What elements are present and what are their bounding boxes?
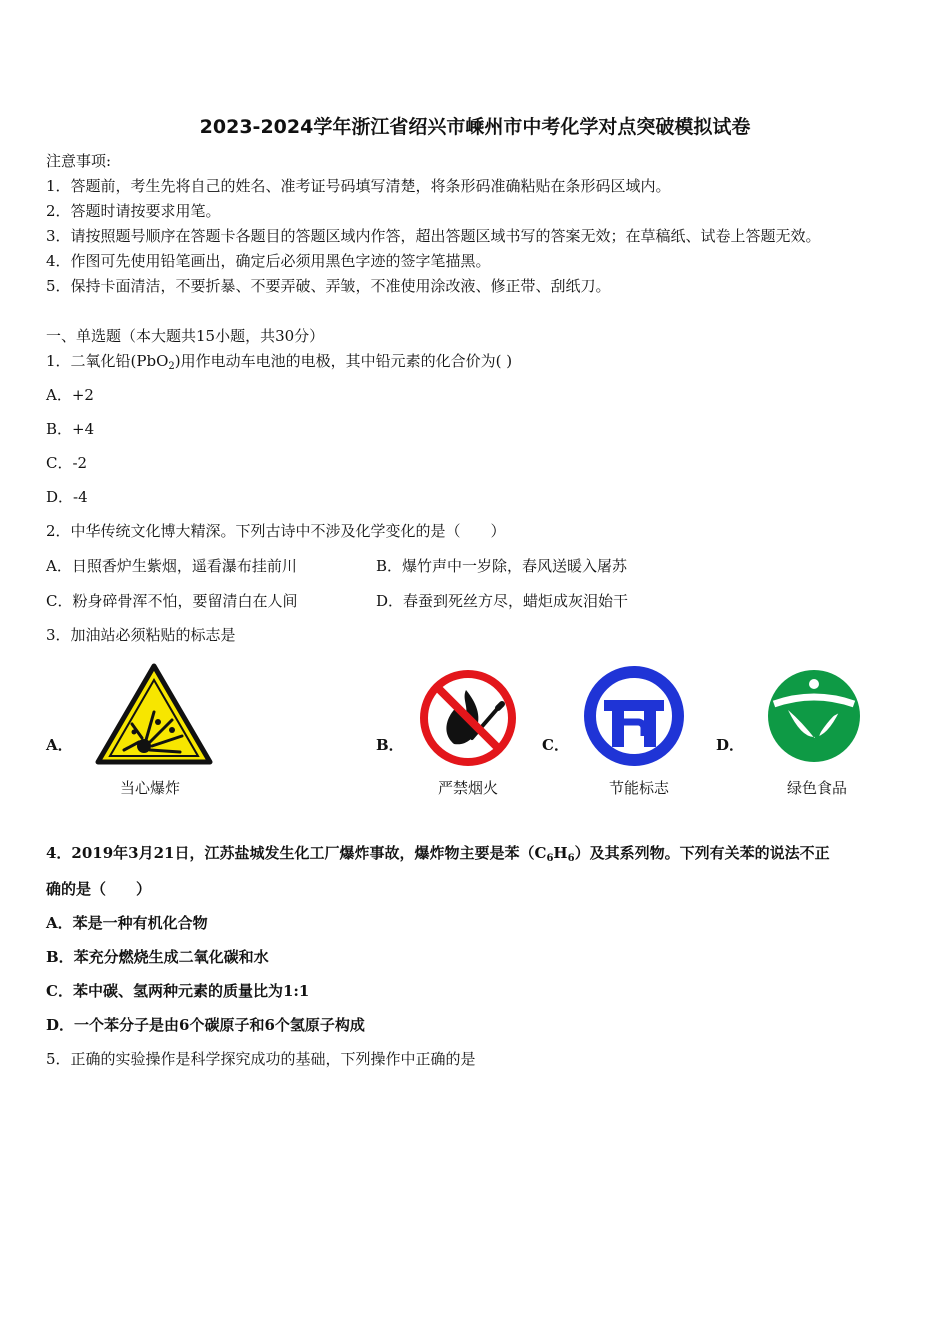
question-3-label-d: D． bbox=[716, 736, 745, 754]
notice-item: 4．作图可先使用铅笔画出，确定后必须用黑色字迹的签字笔描黑。 bbox=[46, 252, 491, 270]
question-5-stem: 5．正确的实验操作是科学探究成功的基础，下列操作中正确的是 bbox=[46, 1050, 476, 1068]
question-2-option-a: A．日照香炉生紫烟，遥看瀑布挂前川 bbox=[46, 557, 297, 575]
question-4-stem-line2: 确的是（ ） bbox=[46, 880, 152, 898]
caption-b: 严禁烟火 bbox=[437, 779, 498, 797]
green-food-icon bbox=[762, 664, 866, 768]
notice-heading: 注意事项: bbox=[46, 152, 112, 170]
question-4-option-c: C．苯中碳、氢两种元素的质量比为1:1 bbox=[46, 982, 310, 1000]
no-fire-icon bbox=[418, 668, 518, 768]
page-title: 2023-2024学年浙江省绍兴市嵊州市中考化学对点突破模拟试卷 bbox=[199, 116, 751, 138]
caption-c: 节能标志 bbox=[608, 779, 669, 797]
caption-a: 当心爆炸 bbox=[119, 779, 180, 797]
question-4-stem: 4．2019年3月21日，江苏盐城发生化工厂爆炸事故，爆炸物主要是苯$(C_6H_6)$及其系列物。下列有关苯的说法不正 bbox=[46, 844, 830, 864]
explosion-warning-icon bbox=[94, 662, 214, 768]
question-4-option-b: B．苯充分燃烧生成二氧化碳和水 bbox=[46, 948, 269, 966]
notice-item: 1．答题前，考生先将自己的姓名、准考证号码填写清楚，将条形码准确粘贴在条形码区域内。 bbox=[46, 177, 671, 195]
question-2-option-d: D．春蚕到死丝方尽，蜡炬成灰泪始干 bbox=[376, 592, 629, 610]
question-4-option-d: D．一个苯分子是由6个碳原子和6个氢原子构成 bbox=[46, 1016, 365, 1034]
notice-item: 3．请按照题号顺序在答题卡各题目的答题区域内作答，超出答题区域书写的答案无效；在草稿纸、试卷上答题无效。 bbox=[46, 227, 821, 245]
question-4-option-a: A．苯是一种有机化合物 bbox=[46, 914, 208, 932]
caption-d: 绿色食品 bbox=[786, 779, 847, 797]
question-1-option-a: A．+2 bbox=[46, 386, 94, 404]
question-1-option-d: D．-4 bbox=[46, 488, 88, 506]
question-2-stem: 2．中华传统文化博大精深。下列古诗中不涉及化学变化的是（ ） bbox=[46, 522, 506, 540]
question-3-label-a: A． bbox=[46, 736, 73, 754]
question-3-label-c: C． bbox=[542, 736, 569, 754]
notice-item: 5．保持卡面清洁，不要折暴、不要弄破、弄皱，不准使用涂改液、修正带、刮纸刀。 bbox=[46, 277, 611, 295]
question-2-option-b: B．爆竹声中一岁除，春风送暖入屠苏 bbox=[376, 557, 628, 575]
question-1-stem: 1．二氧化铅(PbO$_2$)用作电动车电池的电极，其中铅元素的化合价为( ) bbox=[46, 352, 513, 372]
energy-saving-icon bbox=[582, 664, 686, 768]
section-heading: 一、单选题（本大题共15小题，共30分） bbox=[46, 327, 325, 345]
question-1-option-c: C．-2 bbox=[46, 454, 88, 472]
question-3-label-b: B． bbox=[376, 736, 404, 754]
question-2-option-c: C．粉身碎骨浑不怕，要留清白在人间 bbox=[46, 592, 298, 610]
notice-item: 2．答题时请按要求用笔。 bbox=[46, 202, 221, 220]
question-1-option-b: B．+4 bbox=[46, 420, 95, 438]
question-3-stem: 3．加油站必须粘贴的标志是 bbox=[46, 626, 236, 644]
